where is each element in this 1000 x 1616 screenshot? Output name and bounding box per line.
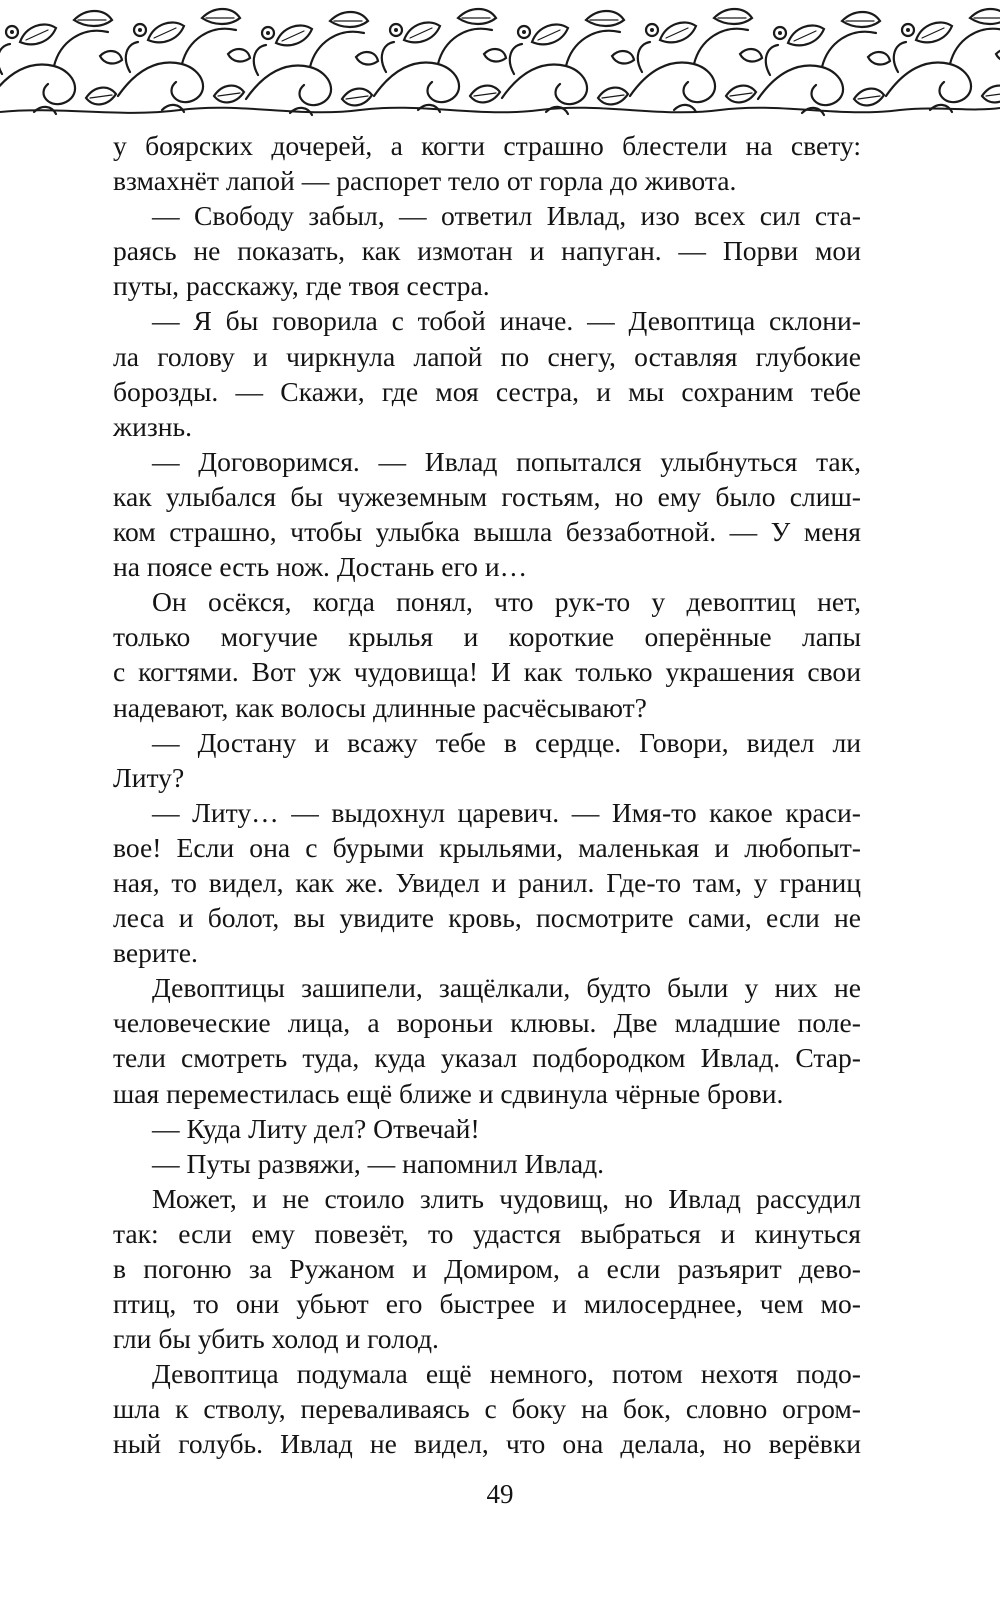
text-line: жизнь. [113,410,192,442]
text-line: Девоптицы зашипели, защёлкали, будто были у них не [152,972,861,1004]
text-line: гли бы убить холод и голод. [113,1323,439,1355]
text-line: так: если ему повезёт, то удастся выбраться и кинуться [113,1217,861,1249]
text-line: ла голову и чиркнула лапой по снегу, оставляя глубокие [113,340,861,372]
text-line: надевают, как волосы длинные расчёсывают? [113,691,647,723]
text-line: Может, и не стоило злить чудовищ, но Ивлад рассудил [152,1182,861,1214]
text-line: раясь не показать, как измотан и напуган. — Порви мои [113,235,861,267]
text-line: на поясе есть нож. Достань его и… [113,551,528,583]
text-line: вое! Если она с бурыми крыльями, маленькая и любопыт- [113,831,861,863]
text-line: у боярских дочерей, а когти страшно блестели на свету: [113,130,861,161]
text-line: птиц, то они убьют его быстрее и милосерднее, чем мо- [113,1288,861,1320]
text-line: ная, то видел, как же. Увидел и ранил. Где-то там, у границ [113,866,861,898]
page-number: 49 [486,1479,514,1509]
text-line: с когтями. Вот уж чудовища! И как только украшения свои [113,656,861,688]
text-line: шла к стволу, переваливаясь с боку на бок, словно огром- [113,1393,861,1425]
text-line: ком страшно, чтобы улыбка вышла беззаботной. — У меня [113,516,861,548]
text-line: тели смотреть туда, куда указал подбородком Ивлад. Стар- [113,1042,861,1074]
text-line: шая переместилась ещё ближе и сдвинула чёрные брови. [113,1077,784,1109]
text-line: — Путы развяжи, — напомнил Ивлад. [152,1147,605,1179]
text-line: — Литу… — выдохнул царевич. — Имя-то какое краси- [152,796,861,828]
text-line: — Куда Литу дел? Отвечай! [152,1112,480,1144]
text-line: Он осёкся, когда понял, что рук-то у девоптиц нет, [152,586,861,618]
text-line: — Достану и всажу тебе в сердце. Говори, видел ли [152,726,861,758]
text-line: ный голубь. Ивлад не видел, что она делала, но верёвки [113,1428,861,1460]
text-line: путы, расскажу, где твоя сестра. [113,270,490,302]
text-line: человеческие лица, а вороньи клювы. Две младшие поле- [113,1007,861,1039]
text-line: — Я бы говорила с тобой иначе. — Девоптица склони- [152,305,861,337]
text-line: борозды. — Скажи, где моя сестра, и мы сохраним тебе [113,375,861,407]
text-line: — Договоримся. — Ивлад попытался улыбнуться так, [152,445,861,477]
text-line: только могучие крылья и короткие оперённые лапы [113,621,861,653]
text-line: как улыбался бы чужеземным гостьям, но ему было слиш- [113,480,861,512]
text-line: взмахнёт лапой — распорет тело от горла до живота. [113,165,737,197]
book-page-text [113,128,861,1462]
text-line: леса и болот, вы увидите кровь, посмотрите сами, если не [113,902,861,934]
text-line: — Свободу забыл, — ответил Ивлад, изо всех сил ста- [152,200,861,232]
text-line: Литу? [113,761,185,793]
floral-ornament-border [0,0,1000,122]
text-line: Девоптица подумала ещё немного, потом нехотя подо- [152,1358,861,1390]
text-line: в погоню за Ружаном и Домиром, а если разъярит дево- [113,1253,861,1284]
text-line: верите. [113,937,198,969]
